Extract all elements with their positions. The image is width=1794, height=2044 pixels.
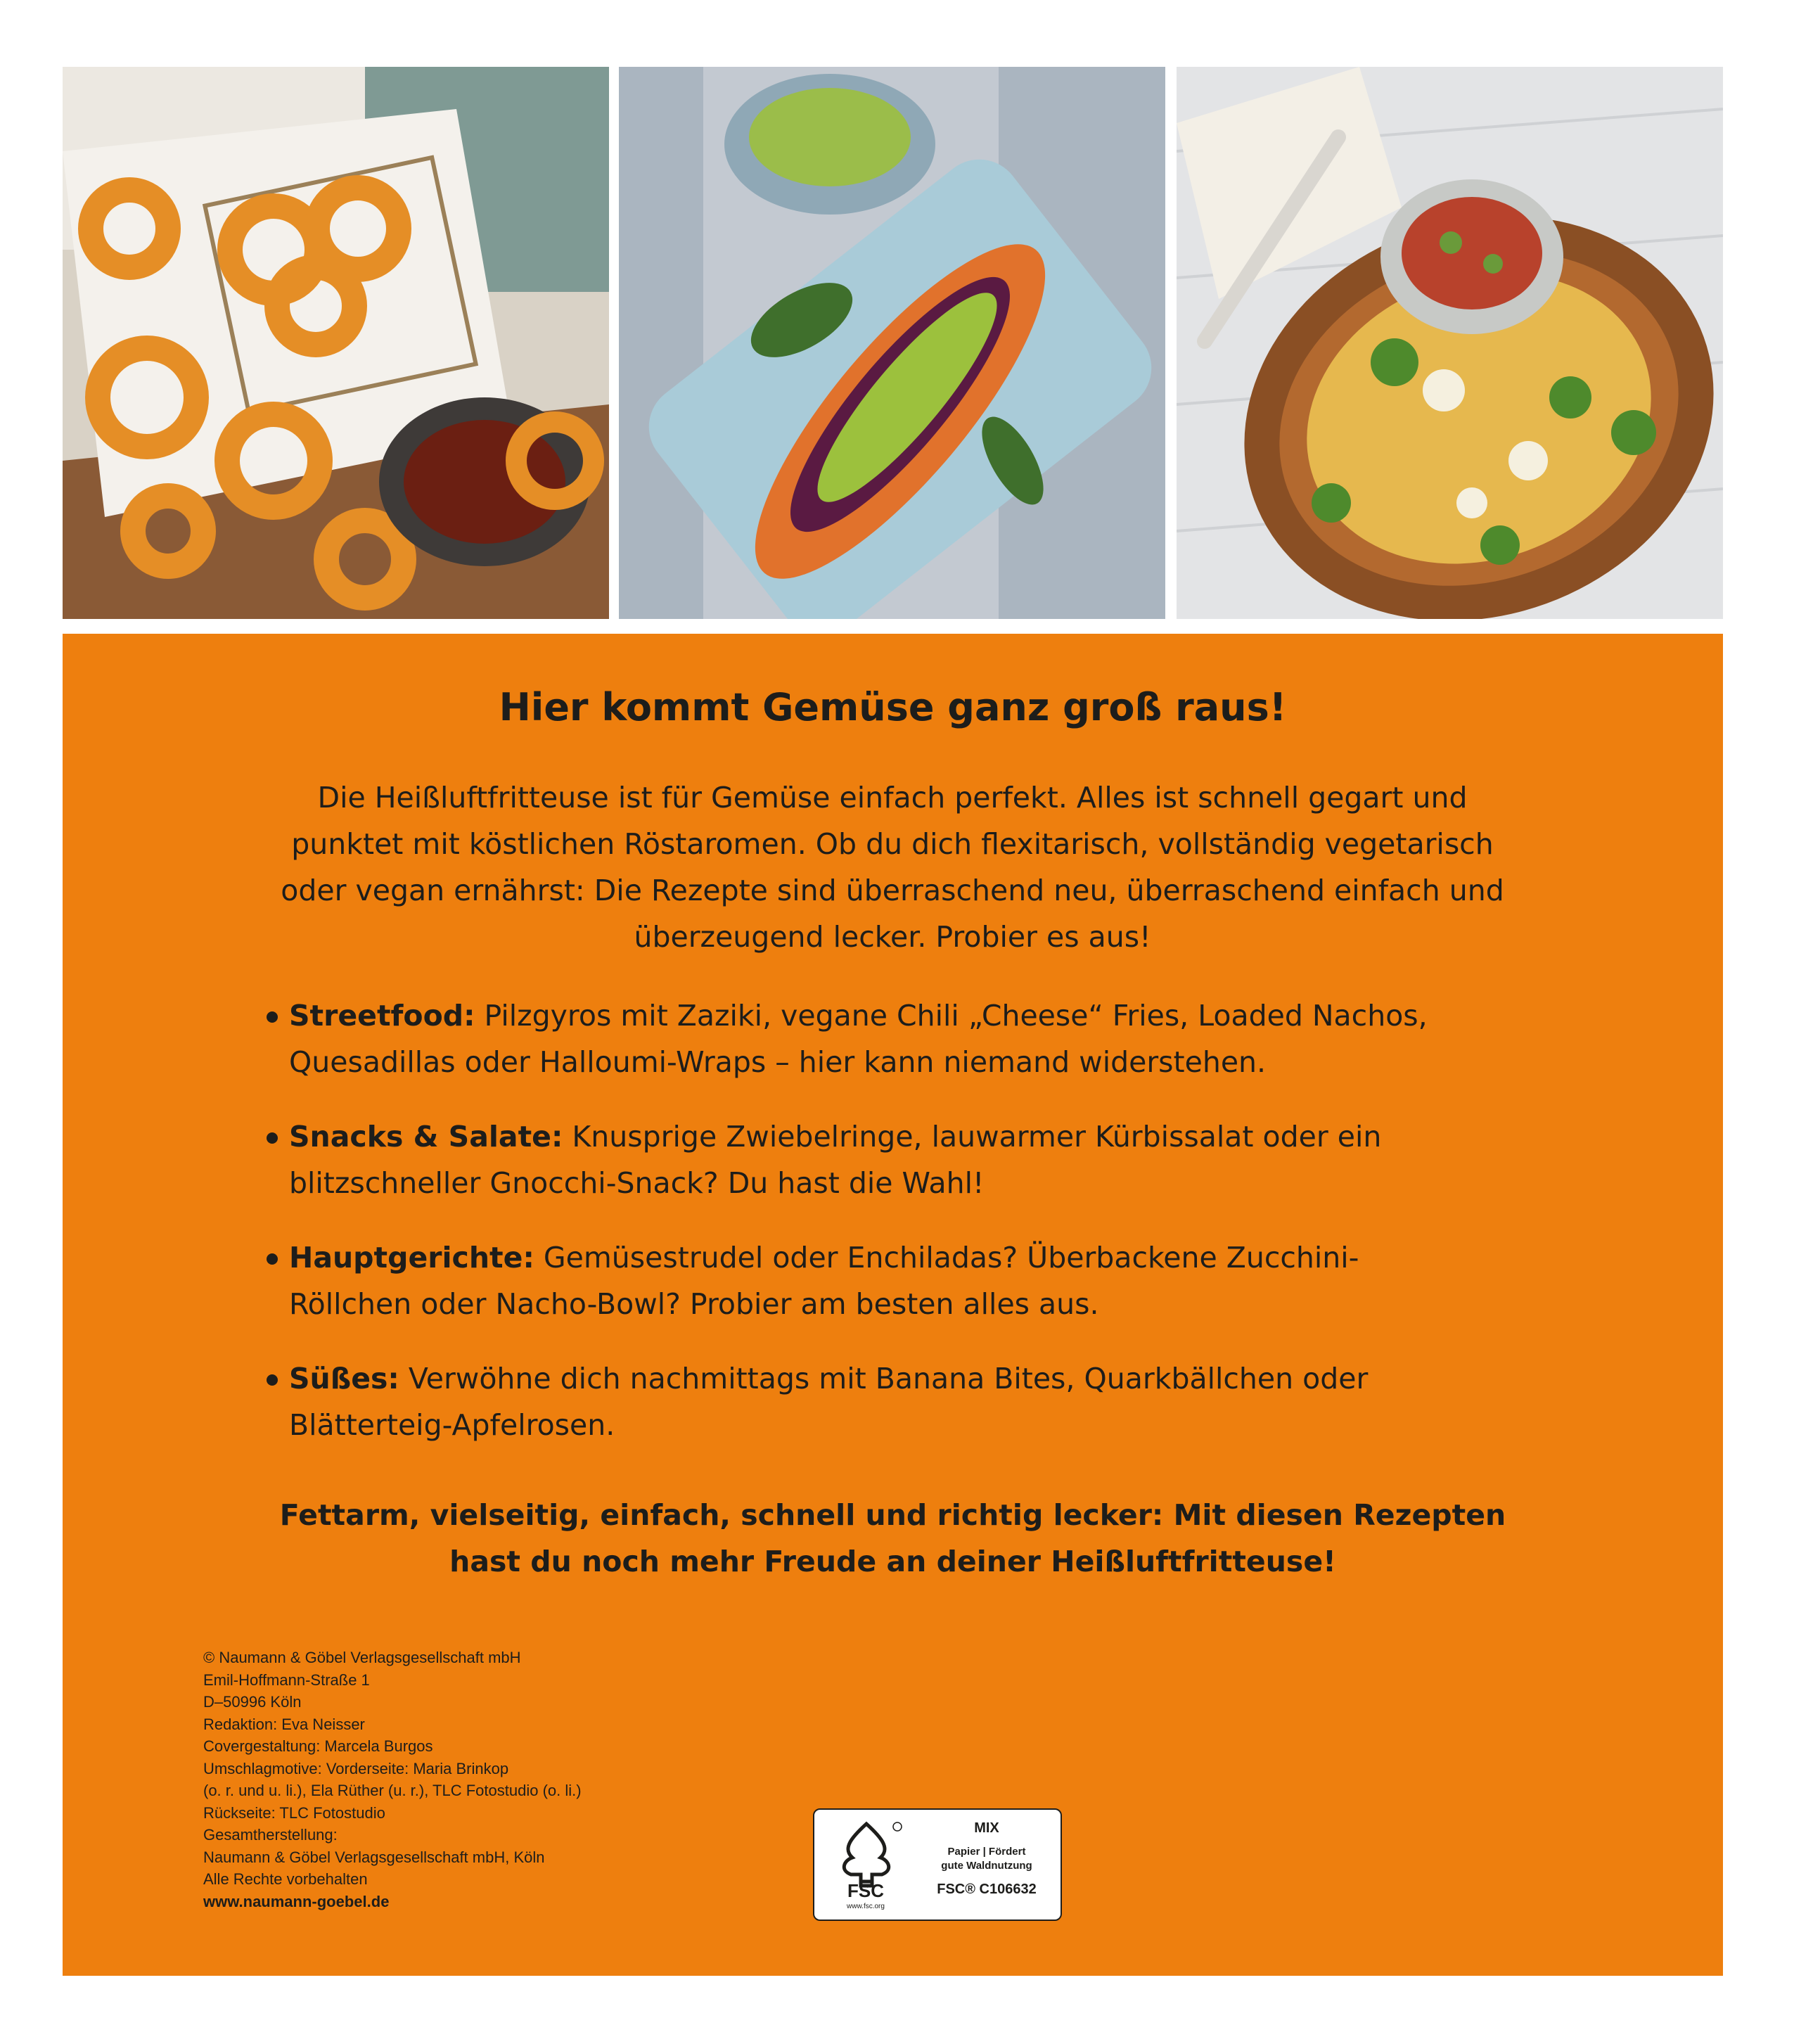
closing-line: Fettarm, vielseitig, einfach, schnell und richtig lecker: Mit diesen Rezepten (279, 1498, 1506, 1532)
headline: Hier kommt Gemüse ganz groß raus! (499, 685, 1287, 729)
stuffed-sweet-potato-photo (619, 67, 1165, 619)
closing-line: hast du noch mehr Freude an deiner Heißluftfritteuse! (449, 1545, 1336, 1578)
list-item-line (289, 1234, 1603, 1281)
imprint-line: © Naumann & Göbel Verlagsgesellschaft mbH (203, 1649, 521, 1666)
list-item-text: Quesadillas oder Halloumi-Wraps – hier kann niemand widerstehen. (289, 1045, 1267, 1079)
imprint-line: D–50996 Köln (203, 1693, 302, 1711)
list-item-text: Röllchen oder Nacho-Bowl? Probier am besten alles aus. (289, 1287, 1099, 1321)
fsc-logo-url: www.fsc.org (847, 1903, 885, 1910)
intro-line: punktet mit köstlichen Röstaromen. Ob du dich flexitarisch, vollständig vegetarisch (291, 827, 1494, 861)
fsc-description (920, 1845, 1053, 1873)
fsc-description-line: gute Waldnutzung (941, 1860, 1032, 1872)
intro-line: oder vegan ernährst: Die Rezepte sind überraschend neu, überraschend einfach und (281, 874, 1504, 907)
list-item-text: Verwöhne dich nachmittags mit Banana Bites, Quarkbällchen oder (399, 1362, 1369, 1395)
imprint-line: Gesamtherstellung: (203, 1826, 338, 1844)
bullet-dot-icon (267, 1011, 278, 1023)
list-item-text: Knusprige Zwiebelringe, lauwarmer Kürbissalat oder ein (563, 1120, 1382, 1154)
list-item-text: Blätterteig-Apfelrosen. (289, 1408, 615, 1442)
imprint-line: Emil-Hoffmann-Straße 1 (203, 1671, 370, 1689)
imprint-line: (o. r. und u. li.), Ela Rüther (u. r.), TLC Fotostudio (o. li.) (203, 1782, 582, 1799)
list-item-label: Süßes: (289, 1362, 399, 1395)
list-item-text: blitzschneller Gnocchi-Snack? Du hast die Wahl! (289, 1166, 985, 1200)
closing-text (63, 1492, 1723, 1585)
list-item-line (289, 992, 1603, 1039)
imprint-line: Umschlagmotive: Vorderseite: Maria Brinkop (203, 1759, 509, 1777)
list-item-label: Hauptgerichte: (289, 1241, 534, 1275)
list-item-label: Snacks & Salate: (289, 1120, 563, 1154)
bullet-dot-icon (267, 1253, 278, 1265)
publisher-website-link[interactable]: www.naumann-goebel.de (203, 1892, 390, 1910)
imprint-line: Alle Rechte vorbehalten (203, 1870, 368, 1888)
intro-line: überzeugend lecker. Probier es aus! (634, 920, 1151, 954)
fsc-code: FSC® C106632 (937, 1882, 1037, 1897)
list-item (267, 992, 1603, 1085)
list-item (267, 1355, 1603, 1448)
fsc-info (920, 1818, 1053, 1898)
imprint-line: Rückseite: TLC Fotostudio (203, 1803, 385, 1822)
back-cover-panel (63, 634, 1723, 1976)
list-item-label: Streetfood: (289, 999, 475, 1033)
list-item (267, 1234, 1603, 1327)
list-item-line (289, 1113, 1603, 1160)
list-item-line (289, 1355, 1603, 1402)
imprint-line: Naumann & Göbel Verlagsgesellschaft mbH, Köln (203, 1848, 545, 1866)
imprint-line: Redaktion: Eva Neisser (203, 1715, 365, 1733)
loaded-nachos-photo (1177, 67, 1723, 619)
imprint-line: Covergestaltung: Marcela Burgos (203, 1737, 433, 1755)
bullet-dot-icon (267, 1374, 278, 1386)
fsc-description-line: Papier | Fördert (947, 1846, 1026, 1858)
fsc-logo-text: FSC (847, 1880, 884, 1901)
intro-text (189, 774, 1596, 960)
imprint (203, 1647, 836, 1912)
list-item-text: Gemüsestrudel oder Enchiladas? Überbackene Zucchini- (534, 1241, 1359, 1275)
list-item-text: Pilzgyros mit Zaziki, vegane Chili „Cheese“ Fries, Loaded Nachos, (475, 999, 1428, 1033)
category-list (267, 992, 1603, 1476)
fsc-label (813, 1808, 1062, 1921)
intro-line: Die Heißluftfritteuse ist für Gemüse einfach perfekt. Alles ist schnell gegart und (317, 781, 1468, 815)
onion-rings-photo (63, 67, 609, 619)
fsc-mix: MIX (974, 1820, 999, 1836)
list-item (267, 1113, 1603, 1206)
bullet-dot-icon (267, 1132, 278, 1144)
